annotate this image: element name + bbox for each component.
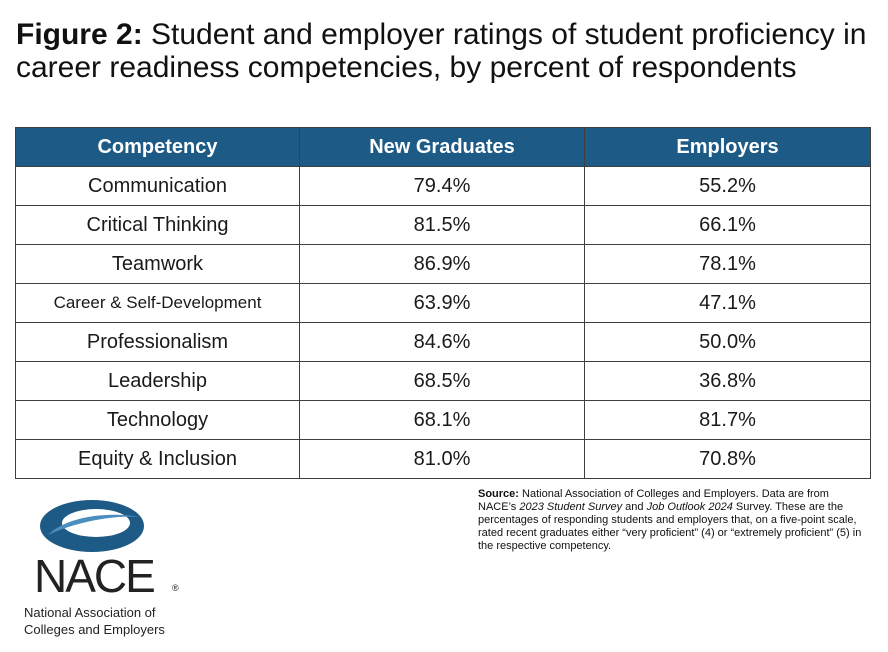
org-line-2: Colleges and Employers <box>24 622 165 637</box>
new-graduates-cell: 79.4% <box>300 167 585 206</box>
employers-cell: 47.1% <box>585 284 871 323</box>
competency-cell: Leadership <box>16 362 300 401</box>
table-row <box>16 284 871 323</box>
figure-label: Figure 2: <box>16 18 143 51</box>
new-graduates-cell: 81.5% <box>300 206 585 245</box>
source-survey-1: 2023 Student Survey <box>519 501 623 513</box>
employers-cell: 78.1% <box>585 245 871 284</box>
competency-table <box>15 127 871 479</box>
new-graduates-cell: 81.0% <box>300 440 585 479</box>
table-row <box>16 206 871 245</box>
source-label: Source: <box>478 488 519 500</box>
employers-cell: 81.7% <box>585 401 871 440</box>
swoosh-icon <box>36 497 148 555</box>
org-line-1: National Association of <box>24 605 156 620</box>
competency-cell: Technology <box>16 401 300 440</box>
registered-mark: ® <box>172 583 179 593</box>
employers-cell: 70.8% <box>585 440 871 479</box>
figure-title-text: Student and employer ratings of student proficiency in career readiness competencies, by percent of respondents <box>16 18 867 84</box>
competency-cell: Professionalism <box>16 323 300 362</box>
table-row <box>16 323 871 362</box>
competency-cell: Critical Thinking <box>16 206 300 245</box>
new-graduates-cell: 86.9% <box>300 245 585 284</box>
table-row <box>16 362 871 401</box>
column-header: Competency <box>16 128 300 167</box>
employers-cell: 36.8% <box>585 362 871 401</box>
table-header-row <box>16 128 871 167</box>
source-text: and <box>622 501 647 513</box>
competency-cell: Communication <box>16 167 300 206</box>
employers-cell: 66.1% <box>585 206 871 245</box>
new-graduates-cell: 68.5% <box>300 362 585 401</box>
employers-cell: 50.0% <box>585 323 871 362</box>
column-header: New Graduates <box>300 128 585 167</box>
table-row <box>16 440 871 479</box>
figure-title <box>16 18 876 84</box>
source-survey-2: Job Outlook 2024 <box>646 501 733 513</box>
nace-wordmark: NACE <box>34 550 154 602</box>
source-text: National Association of Colleges and Employers. Data are from NACE’s <box>478 488 829 513</box>
table-row <box>16 167 871 206</box>
table-row <box>16 401 871 440</box>
competency-cell: Teamwork <box>16 245 300 284</box>
table-row <box>16 245 871 284</box>
source-note <box>478 488 870 553</box>
employers-cell: 55.2% <box>585 167 871 206</box>
competency-cell: Career & Self-Development <box>16 284 300 323</box>
new-graduates-cell: 84.6% <box>300 323 585 362</box>
org-name <box>24 604 194 638</box>
source-text: Survey. These are the percentages of responding students and employers that, on a five-point scale, rated recent graduates either “very proficient” (4) or “extremely proficient” (5) in the respective competency. <box>478 501 862 552</box>
nace-logo <box>22 497 192 642</box>
competency-cell: Equity & Inclusion <box>16 440 300 479</box>
column-header: Employers <box>585 128 871 167</box>
new-graduates-cell: 63.9% <box>300 284 585 323</box>
new-graduates-cell: 68.1% <box>300 401 585 440</box>
